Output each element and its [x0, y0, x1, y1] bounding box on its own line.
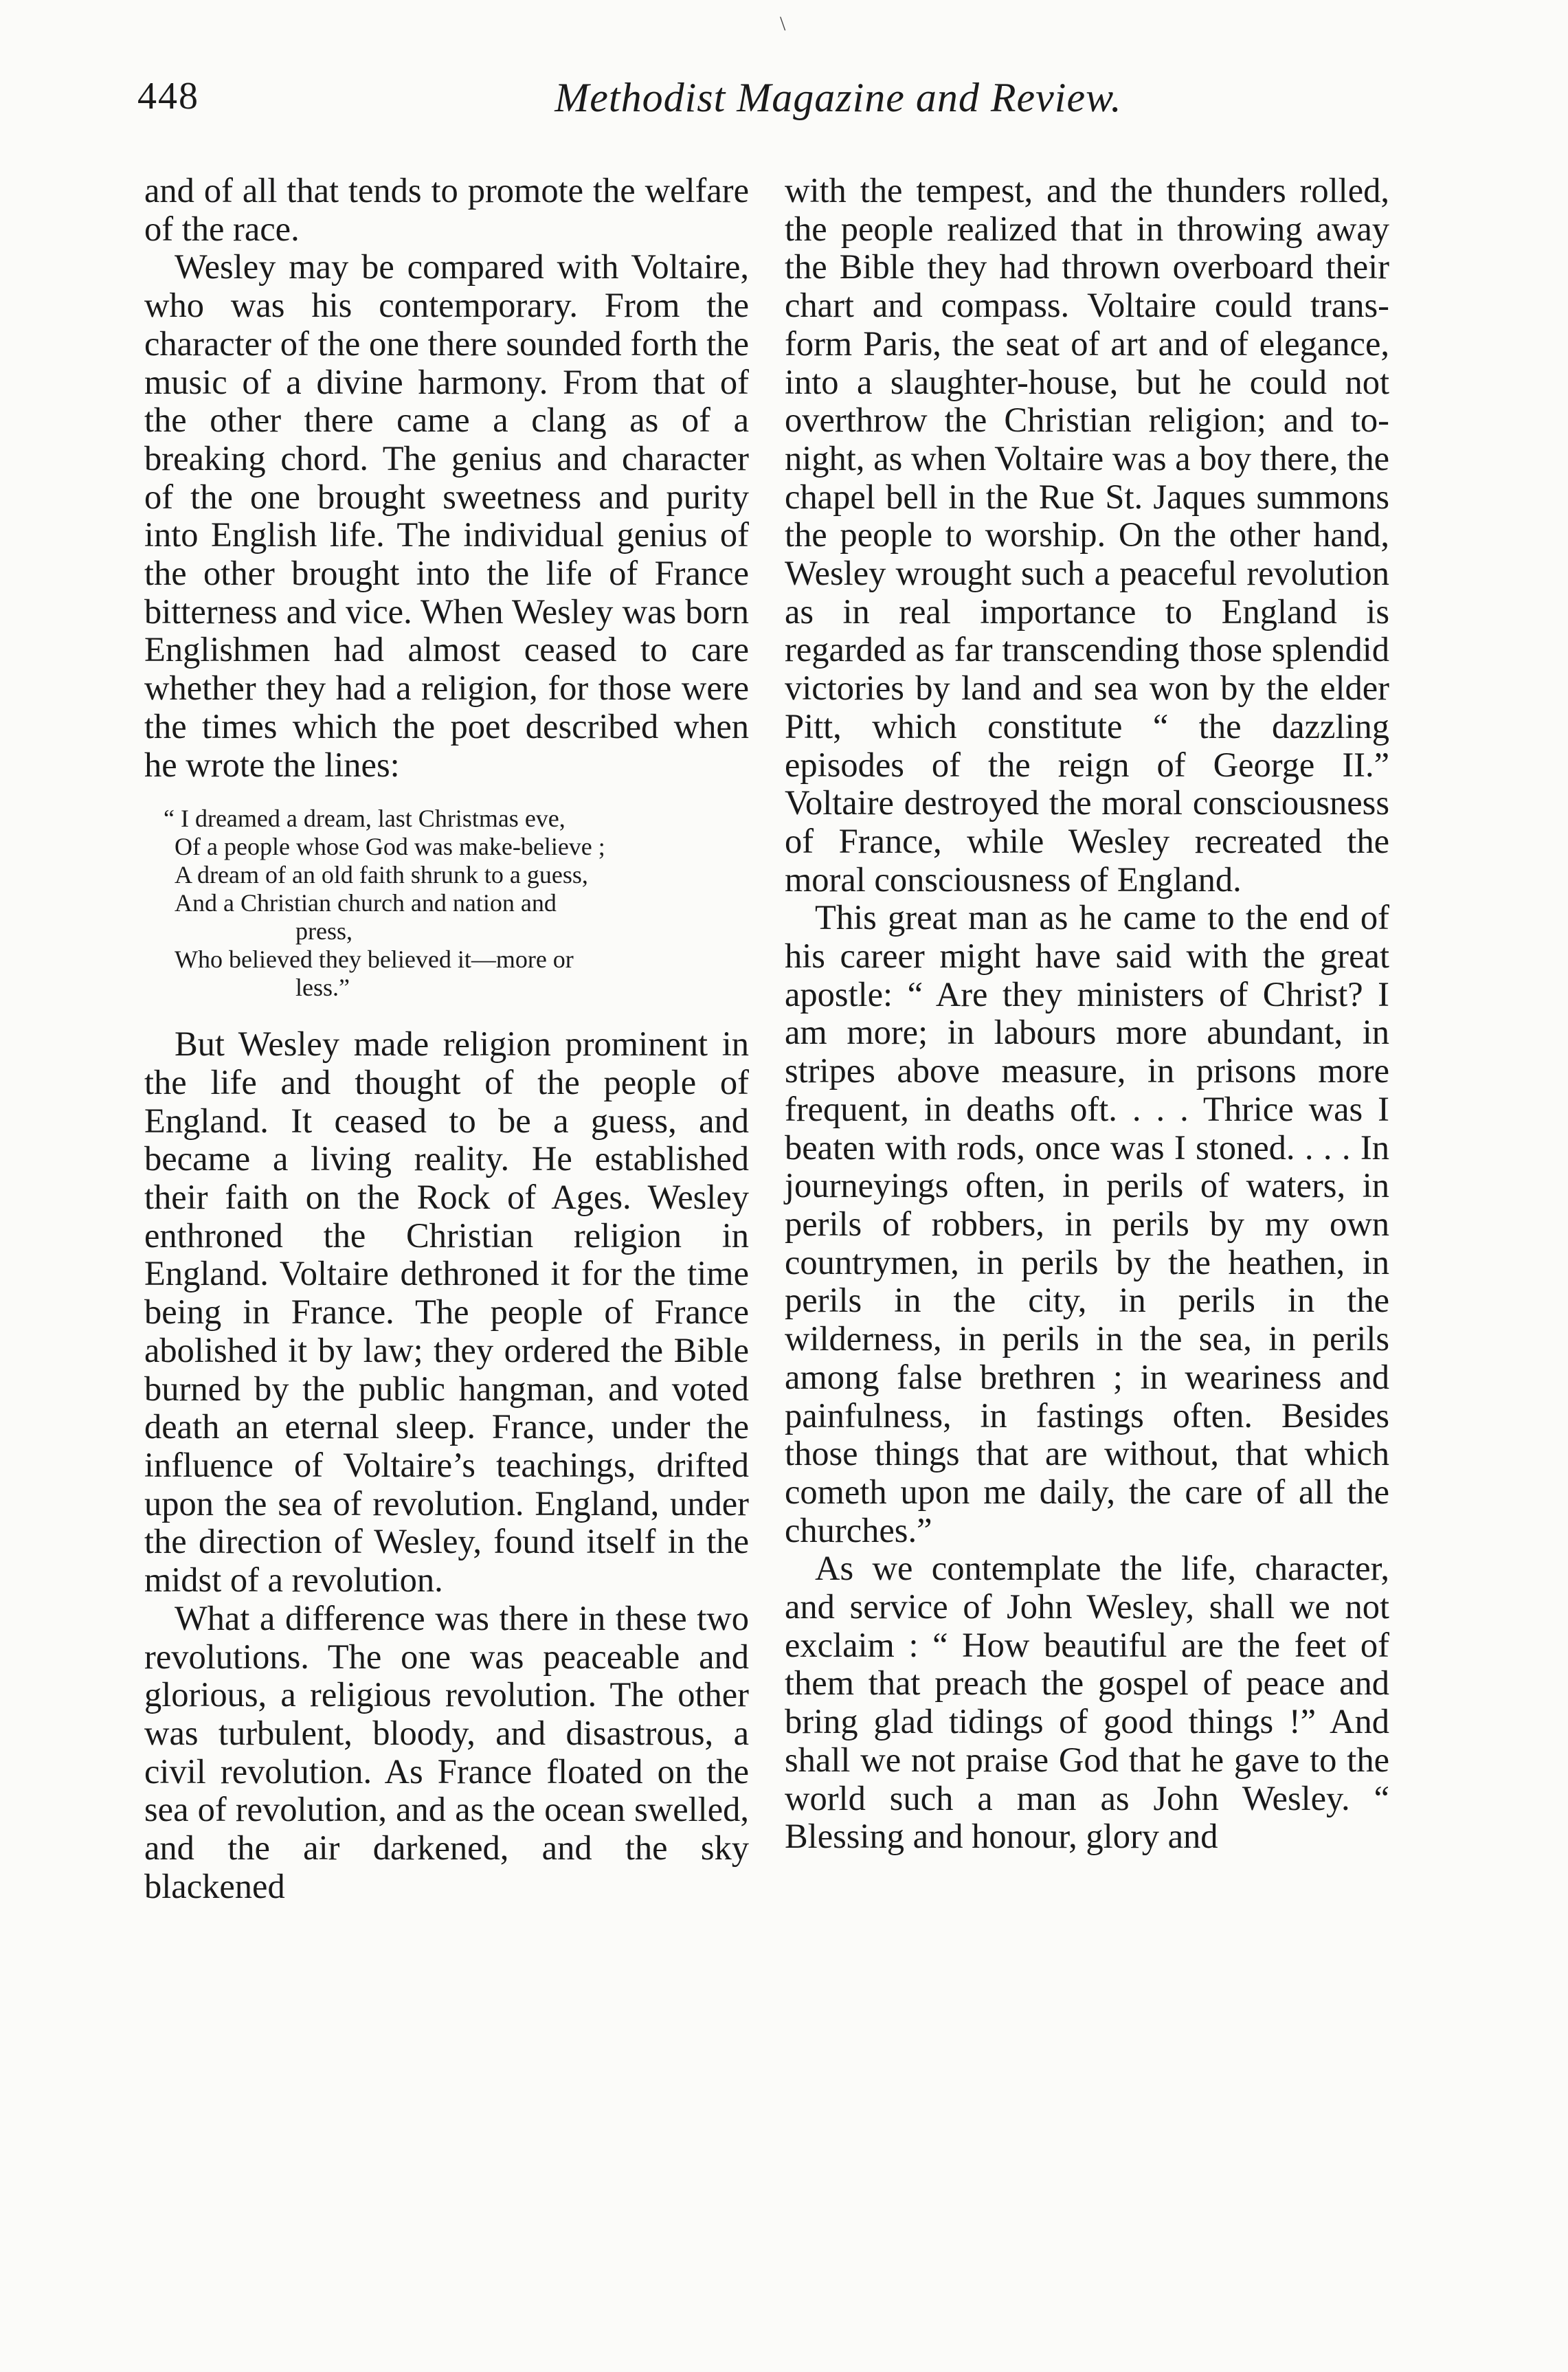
poem-line: “ I dreamed a dream, last Christmas eve,	[164, 805, 565, 833]
page-header	[137, 74, 1436, 143]
paragraph: This great man as he came to the end of his career might have said with the great apostle: “ Are they ministers of Christ? I am more; in labours more abundant, in stripes above measure, in prisons more frequent, in deaths oft. . . . Thrice was I beaten with rods, once was I stoned. . . . In journeyings often, in perils of waters, in perils of robbers, in perils by my own countrymen, in perils by the heathen, in perils in the city, in perils in the wilderness, in perils in the sea, in perils among false brethren ; in weariness and painfulness, in fastings often. Besides those things that are without, that which cometh upon me daily, the care of all the churches.”	[785, 898, 1389, 1549]
left-column	[144, 172, 749, 1905]
poem-line: Who believed they believed it—more or	[175, 946, 574, 974]
stray-ink-mark: \	[780, 12, 786, 35]
paragraph: What a difference was there in these two revolutions. The one was peaceable and glorious, a religious revolution. The other was turbulent, bloody, and disastrous, a civil revolution. As France floated on the sea of revolution, and as the ocean swelled, and the air darkened, and the sky blackened	[144, 1598, 749, 1905]
page-number: 448	[137, 75, 199, 118]
paragraph: with the tempest, and the thunders rolled, the people realized that in throwing away the Bible they had thrown overboard their chart and compass. Voltaire could transform Paris, the seat of art and of elegance, into a slaughter-house, but he could not overthrow the Christian religion; and to-night, as when Voltaire was a boy there, the chapel bell in the Rue St. Jaques summons the people to worship. On the other hand, Wesley wrought such a peaceful revolution as in real importance to England is regarded as far transcending those splendid victories by land and sea won by the elder Pitt, which constitute “ the dazzling episodes of the reign of George II.” Voltaire destroyed the moral consciousness of France, while Wesley recreated the moral consciousness of England.	[785, 171, 1389, 899]
poem-line: less.”	[295, 974, 350, 1002]
paragraph: and of all that tends to promote the welfare of the race.	[144, 171, 749, 248]
right-column	[785, 172, 1389, 1856]
paragraph: But Wesley made religion prominent in the life and thought of the people of England. It ceased to be a guess, and became a living reality. He established their faith on the Rock of Ages. Wesley enthroned the Christian religion in England. Voltaire dethroned it for the time being in France. The people of France abolished it by law; they ordered the Bible burned by the public hangman, and voted death an eternal sleep. France, under the influence of Voltaire’s teachings, drifted upon the sea of revolution. England, under the direction of Wesley, found itself in the midst of a revolution.	[144, 1025, 749, 1600]
poem-line: Of a people whose God was make-believe ;	[175, 833, 605, 861]
running-title: Methodist Magazine and Review.	[555, 75, 1122, 120]
paragraph: As we contemplate the life, character, and service of John Wesley, shall we not exclaim : “ How beautiful are the feet of them that preach the gospel of peace and bring glad tidings of good things !” And shall we not praise God that he gave to the world such a man as John Wesley. “ Blessing and honour, glory and	[785, 1549, 1389, 1856]
poem-line: A dream of an old faith shrunk to a guess,	[175, 861, 588, 889]
paragraph: Wesley may be compared with Voltaire, who was his contemporary. From the character of the one there sounded forth the music of a divine harmony. From that of the other there came a clang as of a breaking chord. The genius and character of the one brought sweetness and purity into English life. The individual genius of the other brought into the life of France bitterness and vice. When Wesley was born Englishmen had almost ceased to care whether they had a religion, for those were the times which the poet described when he wrote the lines:	[144, 247, 749, 784]
poem-line: press,	[295, 917, 352, 946]
poem-line: And a Christian church and nation and	[175, 889, 557, 917]
poem-quotation	[144, 805, 749, 1002]
